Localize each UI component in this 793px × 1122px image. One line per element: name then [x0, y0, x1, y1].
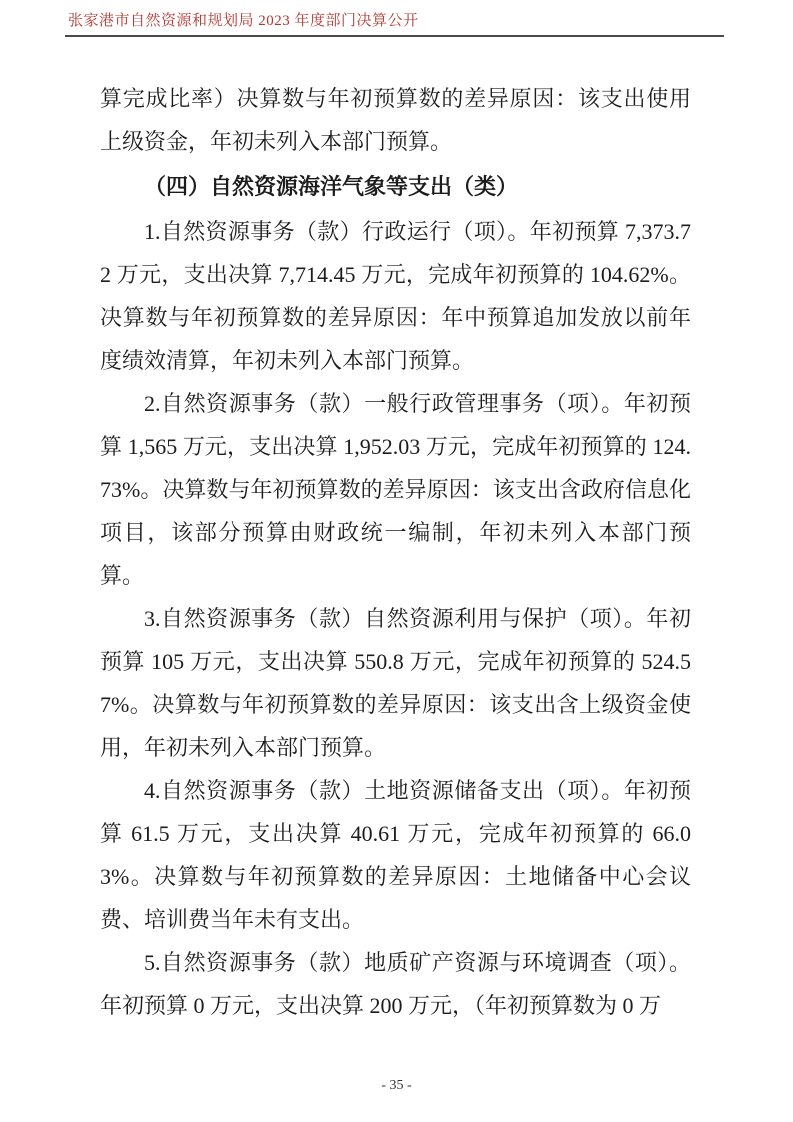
- section-heading: （四）自然资源海洋气象等支出（类）: [144, 174, 519, 199]
- header-rule-divider: [65, 35, 724, 37]
- paragraph: 4.自然资源事务（款）土地资源储备支出（项）。年初预算 61.5 万元，支出决算 40.61 万元，完成年初预算的 66.03%。决算数与年初预算数的差异原因：土地储备中心会议费、培训费当年未有支出。: [100, 778, 691, 932]
- paragraph: 1.自然资源事务（款）行政运行（项）。年初预算 7,373.72 万元，支出决算 7,714.45 万元，完成年初预算的 104.62%。决算数与年初预算数的差异原因：年中预算追加发放以前年度绩效清算，年初未列入本部门预算。: [100, 219, 691, 373]
- running-header-title: 张家港市自然资源和规划局 2023 年度部门决算公开: [68, 13, 419, 29]
- page-number: - 35 -: [381, 1078, 412, 1093]
- paragraph: 5.自然资源事务（款）地质矿产资源与环境调查（项）。年初预算 0 万元，支出决算 200 万元，（年初预算数为 0 万: [100, 950, 691, 1018]
- paragraph: 2.自然资源事务（款）一般行政管理事务（项）。年初预算 1,565 万元，支出决算 1,952.03 万元，完成年初预算的 124.73%。决算数与年初预算数的差异原因：该支出含政府信息化项目，该部分预算由财政统一编制，年初未列入本部门预算。: [100, 391, 691, 588]
- paragraph: 3.自然资源事务（款）自然资源利用与保护（项）。年初预算 105 万元，支出决算 550.8 万元，完成年初预算的 524.57%。决算数与年初预算数的差异原因：该支出含上级资金使用，年初未列入本部门预算。: [100, 606, 691, 760]
- paragraph-continuation: 算完成比率）决算数与年初预算数的差异原因：该支出使用上级资金，年初未列入本部门预算。: [100, 86, 691, 154]
- document-body: [100, 77, 691, 1027]
